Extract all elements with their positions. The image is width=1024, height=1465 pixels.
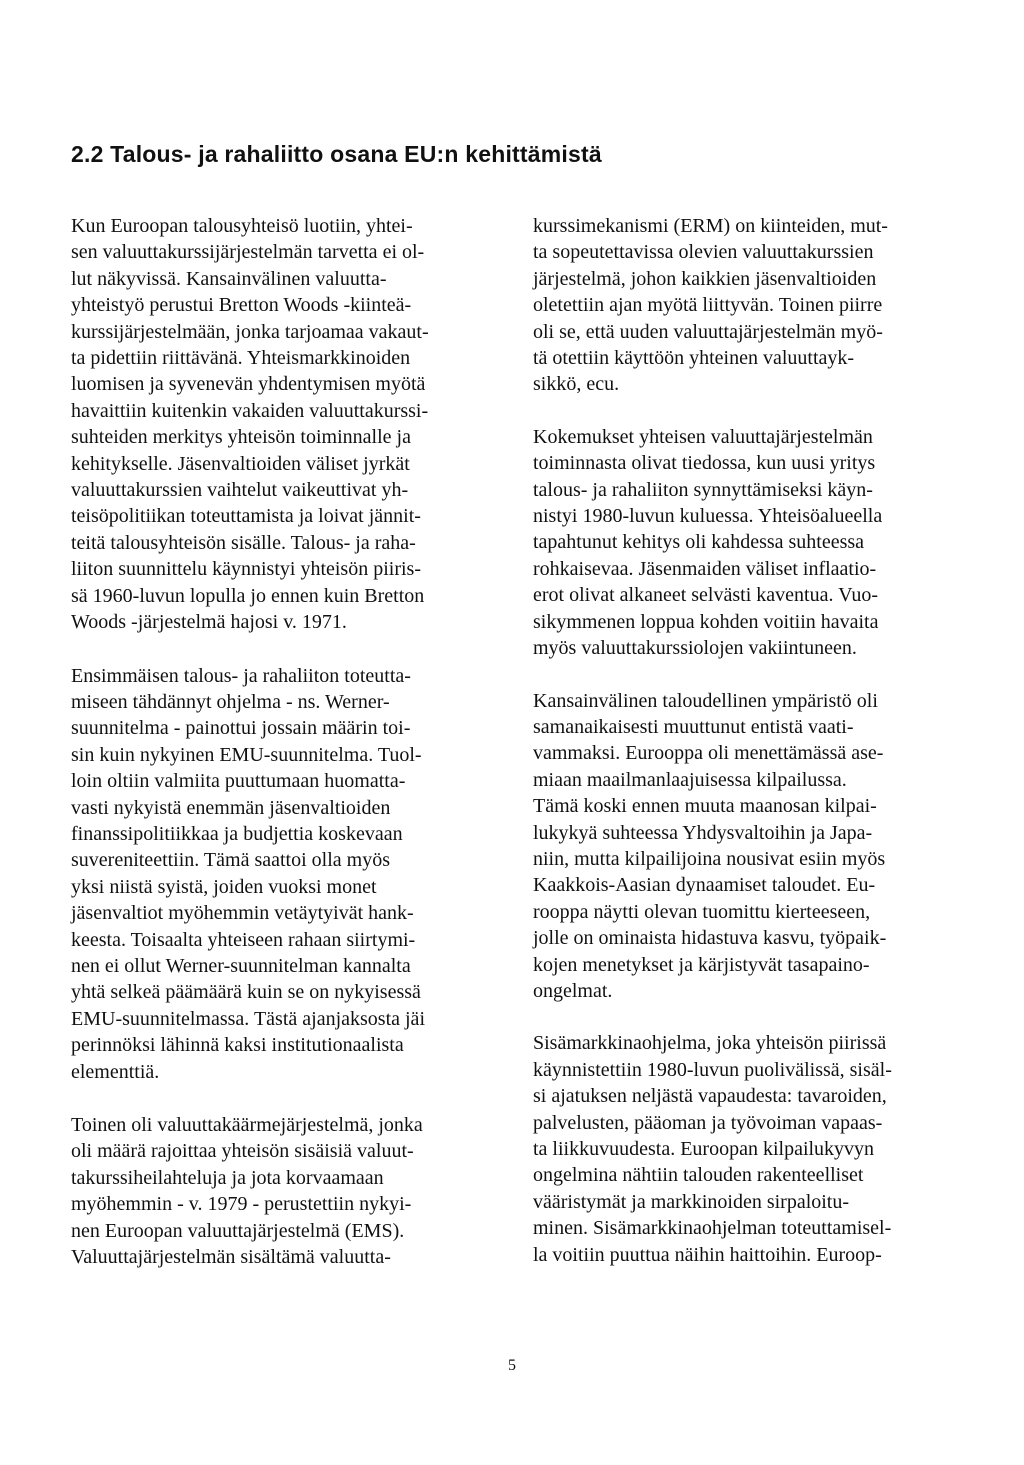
paragraph: Ensimmäisen talous- ja rahaliiton toteutta- miseen tähdännyt ohjelma - ns. Werner- suunnitelma - painottui jossain määrin toi- sin kuin nykyinen EMU-suunnitelma. Tuol- loin oltiin valmiita puuttumaan huomatta- vasti nykyistä enemmän jäsenvaltioiden finanssipolitiikkaa ja budjettia koskevaan suvereniteettiin. Tämä saattoi olla myös yksi niistä syistä, joiden vuoksi monet jäsenvaltiot myöhemmin vetäytyivät hank- keesta. Toisaalta yhteiseen rahaan siirtymi- nen ei ollut Werner-suunnitelman kannalta yhtä selkeä päämäärä kuin se on nykyisessä EMU-suunnitelmassa. Tästä ajanjaksosta jäi perinnöksi lähinnä kaksi institutionaalista elementtiä. (71, 664, 425, 1083)
paragraph: Toinen oli valuuttakäärmejärjestelmä, jonka oli määrä rajoittaa yhteisön sisäisiä valuut- takurssiheilahteluja ja jota korvaamaan myöhemmin - v. 1979 - perustettiin nykyi- nen Euroopan valuuttajärjestelmä (EMS). Valuuttajärjestelmän sisältämä valuutta- (71, 1114, 423, 1269)
right-column (533, 213, 973, 1268)
paragraph: Kun Euroopan talousyhteisö luotiin, yhtei- sen valuuttakurssijärjestelmän tarvetta ei ol- lut näkyvissä. Kansainvälinen valuutta- yhteistyö perustui Bretton Woods -kiinteä- kurssijärjestelmään, jonka tarjoamaa vakaut- ta pidettiin riittävänä. Yhteismarkkinoiden luomisen ja syvenevän yhdentymisen myötä havaittiin kuitenkin vakaiden valuuttakurssi- suhteiden merkitys yhteisön toiminnalle ja kehitykselle. Jäsenvaltioiden väliset jyrkät valuuttakurssien vaihtelut vaikeuttivat yh- teisöpolitiikan toteuttamista ja loivat jännit- teitä talousyhteisön sisälle. Talous- ja raha- liiton suunnittelu käynnistyi yhteisön piiris- sä 1960-luvun lopulla jo ennen kuin Bretton Woods -järjestelmä hajosi v. 1971. (71, 215, 429, 634)
paragraph: Kansainvälinen taloudellinen ympäristö oli samanaikaisesti muuttunut entistä vaati- vammaksi. Eurooppa oli menettämässä ase- miaan maailmanlaajuisessa kilpailussa. Tämä koski ennen muuta maanosan kilpai- lukykyä suhteessa Yhdysvaltoihin ja Japa- niin, mutta kilpailijoina nousivat esiin myös Kaakkois-Aasian dynaamiset taloudet. Eu- rooppa näytti olevan tuomittu kierteeseen, jolle on ominaista hidastuva kasvu, työpaik- kojen menetykset ja kärjistyvät tasapaino- ongelmat. (533, 689, 887, 1002)
paragraph: Kokemukset yhteisen valuuttajärjestelmän toiminnasta olivat tiedossa, kun uusi yritys talous- ja rahaliiton synnyttämiseksi käyn- nistyi 1980-luvun kuluessa. Yhteisöalueella tapahtunut kehitys oli kahdessa suhteessa rohkaisevaa. Jäsenmaiden väliset inflaatio- erot olivat alkaneet selvästi kaventua. Vuo- sikymmenen loppua kohden voitiin havaita myös valuuttakurssiolojen vakiintuneen. (533, 425, 883, 660)
paragraph: kurssimekanismi (ERM) on kiinteiden, mut- ta sopeutettavissa olevien valuuttakurssien järjestelmä, johon kaikkien jäsenvaltioiden oletettiin ajan myötä liittyvän. Toinen piirre oli se, että uuden valuuttajärjestelmän myö- tä otettiin käyttöön yhteinen valuuttayk- sikkö, ecu. (533, 215, 888, 396)
page-number: 5 (508, 1357, 516, 1374)
left-column (71, 213, 509, 1270)
section-heading: 2.2 Talous- ja rahaliitto osana EU:n kehittämistä (71, 141, 602, 167)
paragraph: Sisämarkkinaohjelma, joka yhteisön piirissä käynnistettiin 1980-luvun puolivälissä, sisäl- si ajatuksen neljästä vapaudesta: tavaroiden, palvelusten, pääoman ja työvoiman vapaas- ta liikkuvuudesta. Euroopan kilpailukyvyn ongelmina nähtiin talouden rakenteelliset vääristymät ja markkinoiden sirpaloitu- minen. Sisämarkkinaohjelman toteuttamisel- la voitiin puuttua näihin haittoihin. Euroop- (533, 1032, 892, 1266)
